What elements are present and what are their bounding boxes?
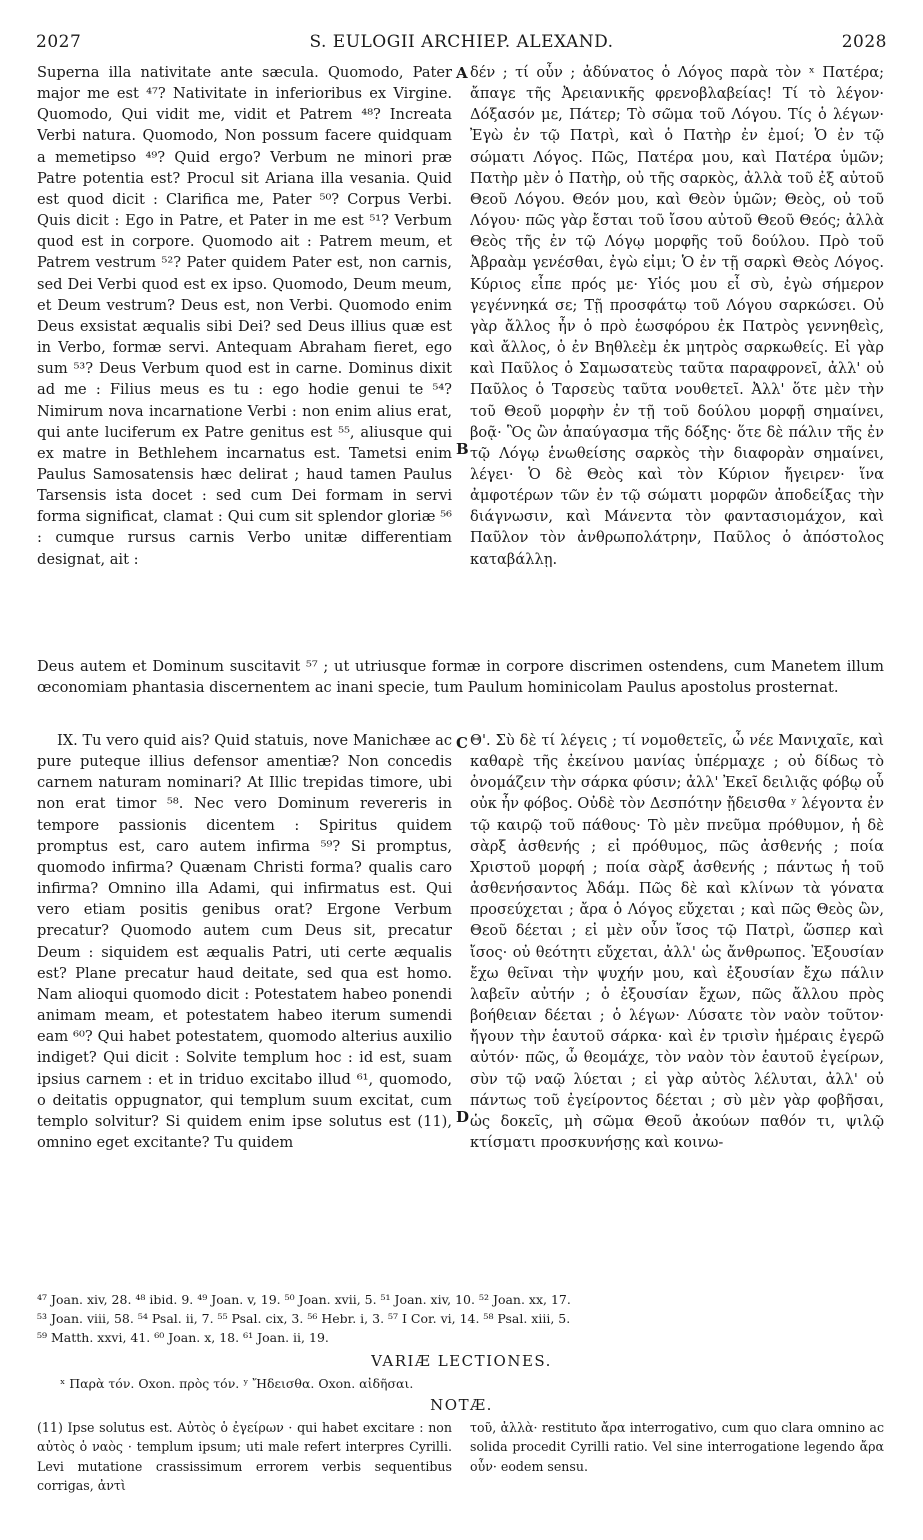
footnote-line-1: ⁴⁷ Joan. xiv, 28. ⁴⁸ ibid. 9. ⁴⁹ Joan. v, 19. ⁵⁰ Joan. xvii, 5. ⁵¹ Joan. xiv, 10. ⁵² Joan. xx, 17. — [37, 1292, 571, 1307]
notae-heading: NOTÆ. — [430, 1396, 493, 1414]
latin-column-lower — [37, 730, 452, 1280]
greek-paragraph-2: Θ'. Σὺ δὲ τί λέγεις ; τί νομοθετεῖς, ὦ νέε Μανιχαῖε, καὶ καθαρὲ τῆς ἐκείνου μανίας ὑπέρμαχε ; οὐ δίδως τὸ ὀνομάζειν τὴν σάρκα φύσιν; ἀλλ' Ἐκεῖ δειλιᾷς φόβῳ οὗ οὐκ ἦν φόβος. Οὐδὲ τὸν Δεσπότην ᾔδεισθα ʸ λέγοντα ἐν τῷ καιρῷ τοῦ πάθους· Τὸ μὲν πνεῦμα πρόθυμον, ἡ δὲ σὰρξ ἀσθενής ; εἰ πρόθυμος, πῶς ἀσθενής ; ποία Χριστοῦ μορφή ; ποία σὰρξ ἀσθενής ; πάντως ἡ τοῦ ἀσθενήσαντος Ἀδάμ. Πῶς δὲ καὶ κλίνων τὰ γόνατα προσεύχεται ; ἄρα ὁ Λόγος εὔχεται ; καὶ πῶς Θεὸς ὢν, Θεοῦ δέεται ; εἰ μὲν οὖν ἴσος τῷ Πατρὶ, ὥσπερ καὶ ἴσος· οὐ θεότητι εὔχεται, ἀλλ' ὡς ἄνθρωπος. Ἐξουσίαν ἔχω θεῖναι τὴν ψυχήν μου, καὶ ἐξουσίαν ἔχω πάλιν λαβεῖν αὐτήν ; ὁ ἐξουσίαν ἔχων, πῶς ἄλλου πρὸς βοήθειαν δέεται ; ὁ λέγων· Λύσατε τὸν ναὸν τοῦτον· ἤγουν τὴν ἑαυτοῦ σάρκα· καὶ ἐν τρισὶν ἡμέραις ἐγερῶ αὐτόν· πῶς, ὦ θεομάχε, τὸν ναὸν τὸν ἑαυτοῦ ἐγείρων, σὺν τῷ ναῷ λύεται ; εἰ γὰρ αὐτὸς λέλυται, ἀλλ' οὐ πάντως τοῦ ἐγείροντος δέεται ; σὺ μὲν γὰρ φοβῆσαι, ὡς δοκεῖς, μὴ σῶμα Θεοῦ ἀκούων παθόν τι, ψιλῷ κτίσματι προσκυνήσῃς καὶ κοινω- — [470, 732, 884, 1151]
column-marker-d: D — [456, 1108, 470, 1126]
footnote-line-2: ⁵³ Joan. viii, 58. ⁵⁴ Psal. ii, 7. ⁵⁵ Psal. cix, 3. ⁵⁶ Hebr. i, 3. ⁵⁷ I Cor. vi, 14. ⁵⁸ Psal. xiii, 5. — [37, 1311, 571, 1326]
greek-column-lower — [470, 730, 884, 1280]
footnotes — [37, 1290, 884, 1347]
column-marker-b: B — [456, 440, 469, 458]
notae-left-text: (11) Ipse solutus est. Αὐτὸς ὁ ἐγείρων · qui habet excitare : non αὐτὸς ὁ ναὸς · templum ipsum; uti male refert interpres Cyrilli. Levi mutatione crassissimum errorem verbis sequentibus corrigas, ἀντὶ — [37, 1420, 452, 1494]
full-width-text: Deus autem et Dominum suscitavit ⁵⁷ ; ut utriusque formæ in corpore discrimen ostendens, cum Manetem illum œconomiam phantasia discernentem ac inani specie, tum Paulum hominicolam Paulus apostolus prosternat. — [37, 658, 884, 697]
notae-left-column — [37, 1418, 452, 1496]
notae-right-column — [470, 1418, 884, 1476]
full-width-paragraph — [37, 656, 884, 720]
latin-paragraph-2: IX. Tu vero quid ais? Quid statuis, nove Manichæe ac pure puteque illius defensor amentiæ? Non concedis carnem naturam nominari? At Illic trepidas timore, ubi non erat timor ⁵⁸. Nec vero Dominum revereris in tempore passionis dicentem : Spiritus quidem promptus est, caro autem infirma ⁵⁹? Si promptus, quomodo infirma? Quænam Christi forma? qualis caro infirma? Omnino illa Adami, qui infirmatus est. Qui vero etiam positis genibus orat? Ergone Verbum precatur? Quomodo autem cum Deus sit, precatur Deum : siquidem est æqualis Patri, uti certe æqualis est? Plane precatur haud deitate, sed qua est homo. Nam alioqui quomodo dicit : Potestatem habeo ponendi animam meam, et potestatem habeo iterum sumendi eam ⁶⁰? Qui habet potestatem, quomodo alterius auxilio indiget? Qui dicit : Solvite templum hoc : id est, suam ipsius carnem : et in triduo excitabo illud ⁶¹, quomodo, o deitatis oppugnator, qui templum suum excitat, cum templo solvitur? Si quidem enim ipse solutus est (11), omnino eget excitante? Tu quidem — [37, 732, 452, 1151]
footnote-line-3: ⁵⁹ Matth. xxvi, 41. ⁶⁰ Joan. x, 18. ⁶¹ Joan. ii, 19. — [37, 1330, 329, 1345]
running-title: S. EULOGII ARCHIEP. ALEXAND. — [309, 32, 614, 52]
column-marker-a: A — [456, 64, 468, 82]
notae-right-text: τοῦ, ἀλλὰ· restituto ἄρα interrogativo, cum quo clara omnino ac solida procedit Cyrilli ratio. Vel sine interrogatione legendo ἄρα οὖν· eodem sensu. — [470, 1420, 884, 1474]
variae-lectiones-heading: VARIÆ LECTIONES. — [371, 1352, 552, 1370]
column-marker-c: C — [456, 734, 468, 752]
latin-column-upper — [37, 62, 452, 656]
variae-lectiones-text: ˣ Παρὰ τόν. Oxon. πρὸς τόν. ʸ Ἤδεισθα. Oxon. αἰδῆσαι. — [60, 1376, 414, 1391]
page-number-left: 2027 — [36, 32, 82, 52]
latin-paragraph-1: Superna illa nativitate ante sæcula. Quomodo, Pater major me est ⁴⁷? Nativitate in inferioribus ex Virgine. Quomodo, Qui vidit me, vidit et Patrem ⁴⁸? Increata Verbi natura. Quomodo, Non possum facere quidquam a memetipso ⁴⁹? Quid ergo? Verbum ne minori præ Patre potentia est? Procul sit Ariana illa vesania. Quid est quod dicit : Clarifica me, Pater ⁵⁰? Corpus Verbi. Quis dicit : Ego in Patre, et Pater in me est ⁵¹? Verbum quod est in corpore. Quomodo ait : Patrem meum, et Patrem vestrum ⁵²? Pater quidem Pater est, non carnis, sed Dei Verbi quod est ex ipso. Quomodo, Deum meum, et Deum vestrum? Deus est, non Verbi. Quomodo enim Deus exsistat æqualis sibi Dei? sed Deus illius quæ est in Verbo, formæ servi. Antequam Abraham fieret, ego sum ⁵³? Deus Verbum quod est in carne. Dominus dixit ad me : Filius meus es tu : ego hodie genui te ⁵⁴? Nimirum nova incarnatione Verbi : non enim alius erat, qui ante luciferum ex Patre genitus est ⁵⁵, aliusque qui ex matre in Bethlehem incarnatus est. Tametsi enim Paulus Samosatensis hæc delirat ; haud tamen Paulus Tarsensis ista docet : sed cum Dei formam in servi forma significat, clamat : Qui cum sit splendor gloriæ ⁵⁶ : cumque rursus carnis Verbo unitæ differentiam designat, ait : — [37, 64, 452, 568]
greek-paragraph-1: δέν ; τί οὖν ; ἀδύνατος ὁ Λόγος παρὰ τὸν ˣ Πατέρα; ἄπαγε τῆς Ἀρειανικῆς φρενοβλαβείας! Τί τὸ λέγον· Δόξασόν με, Πάτερ; Τὸ σῶμα τοῦ Λόγου. Τίς ὁ λέγων· Ἐγὼ ἐν τῷ Πατρὶ, καὶ ὁ Πατὴρ ἐν ἐμοί; Ὁ ἐν τῷ σώματι Λόγος. Πῶς, Πατέρα μου, καὶ Πατέρα ὑμῶν; Πατὴρ μὲν ὁ Πατὴρ, οὐ τῆς σαρκὸς, ἀλλὰ τοῦ ἐξ αὐτοῦ Θεοῦ Λόγου. Θεόν μου, καὶ Θεὸν ὑμῶν; Θεὸς, οὐ τοῦ Λόγου· πῶς γὰρ ἔσται τοῦ ἴσου αὐτοῦ Θεοῦ Θεός; ἀλλὰ Θεὸς τῆς ἐν τῷ Λόγῳ μορφῆς τοῦ δούλου. Πρὸ τοῦ Ἀβραὰμ γενέσθαι, ἐγὼ εἰμι; Ὁ ἐν τῇ σαρκὶ Θεὸς Λόγος. Κύριος εἶπε πρός με· Υἱός μου εἶ σὺ, ἐγὼ σήμερον γεγέννηκά σε; Τῇ προσφάτῳ τοῦ Λόγου σαρκώσει. Οὐ γὰρ ἄλλος ἦν ὁ πρὸ ἑωσφόρου ἐκ Πατρὸς γεννηθεὶς, καὶ ἄλλος, ὁ ἐν Βηθλεὲμ ἐκ μητρὸς σαρκωθείς. Εἰ γὰρ καὶ Παῦλος ὁ Σαμωσατεὺς ταῦτα παραφρονεῖ, ἀλλ' οὐ Παῦλος ὁ Ταρσεὺς ταῦτα νουθετεῖ. Ἀλλ' ὅτε μὲν τὴν τοῦ Θεοῦ μορφὴν ἐν τῇ τοῦ δούλου μορφῇ σημαίνει, βοᾷ· Ὃς ὢν ἀπαύγασμα τῆς δόξης· ὅτε δὲ πάλιν τῆς ἐν τῷ Λόγῳ ἑνωθείσης σαρκὸς τὴν διαφορὰν σημαίνει, λέγει· Ὁ δὲ Θεὸς καὶ τὸν Κύριον ἤγειρεν· ἵνα ἀμφοτέρων τῶν ἐν τῷ σώματι μορφῶν ἀποδείξας τὴν διάγνωσιν, καὶ Μάνεντα τὸν φαντασιομάχον, καὶ Παῦλον τὸν ἀνθρωπολάτρην, Παῦλος ὁ ἀπόστολος καταβάλλῃ. — [470, 64, 884, 568]
page-header — [36, 32, 887, 60]
page-number-right: 2028 — [841, 32, 887, 52]
greek-column-upper — [470, 62, 884, 656]
